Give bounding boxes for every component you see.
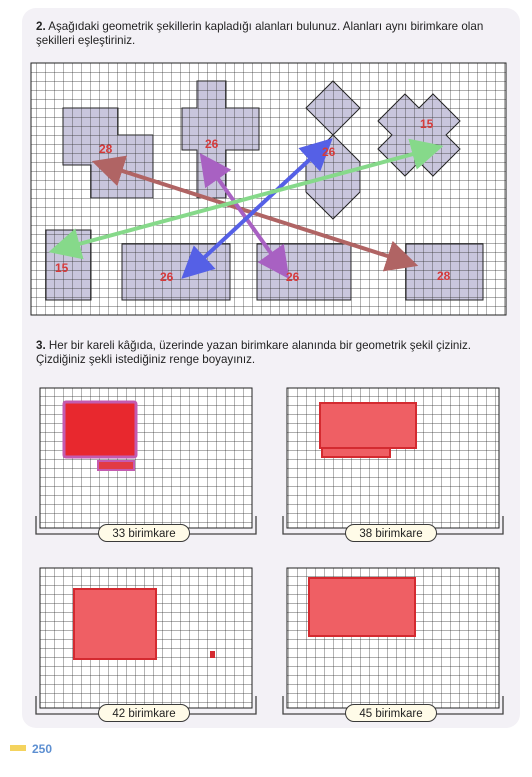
- drawn-strip-38: [322, 448, 390, 457]
- grid-lines: [31, 63, 506, 315]
- question-3: [36, 339, 506, 367]
- drawn-base-33: [98, 461, 134, 470]
- drawn-shape-38: [320, 403, 416, 448]
- drawn-shape-42: [74, 589, 156, 659]
- drawn-shape-33: [64, 402, 136, 457]
- shape-label: 26: [205, 137, 219, 151]
- grid-box-38: [283, 388, 503, 534]
- shape-label: 28: [437, 269, 451, 283]
- page-number: 250: [32, 742, 53, 756]
- question-3-text: Her bir kareli kâğıda, üzerinde yazan birimkare alanında bir geometrik şekil çiziniz. Çizdiğiniz şekli istediğiniz renge boyayınız.: [36, 339, 471, 366]
- grid-box-45: [283, 568, 503, 714]
- area-label-42: 42 birimkare: [98, 704, 190, 722]
- area-label-38: 38 birimkare: [345, 524, 437, 542]
- shape-label: 28: [99, 142, 113, 156]
- drawn-shape-45: [309, 578, 415, 636]
- question-2-text: Aşağıdaki geometrik şekillerin kapladığı alanları bulunuz. Alanları aynı birimkare olan şekilleri eşleştiriniz.: [36, 20, 484, 47]
- q3-grid-boxes: [36, 388, 503, 714]
- shape-label: 26: [160, 270, 174, 284]
- shape-label: 26: [322, 145, 336, 159]
- question-3-number: 3.: [36, 339, 46, 352]
- shape-label: 26: [286, 270, 300, 284]
- shape-label: 15: [420, 117, 434, 131]
- area-label-45: 45 birimkare: [345, 704, 437, 722]
- area-label-33: 33 birimkare: [98, 524, 190, 542]
- drawn-square-42: [210, 651, 215, 658]
- question-2-number: 2.: [36, 20, 46, 33]
- grid-box-42: [36, 568, 256, 714]
- grid-box-33: [36, 388, 256, 534]
- shape-label: 15: [55, 261, 69, 275]
- page-marker: [10, 745, 26, 751]
